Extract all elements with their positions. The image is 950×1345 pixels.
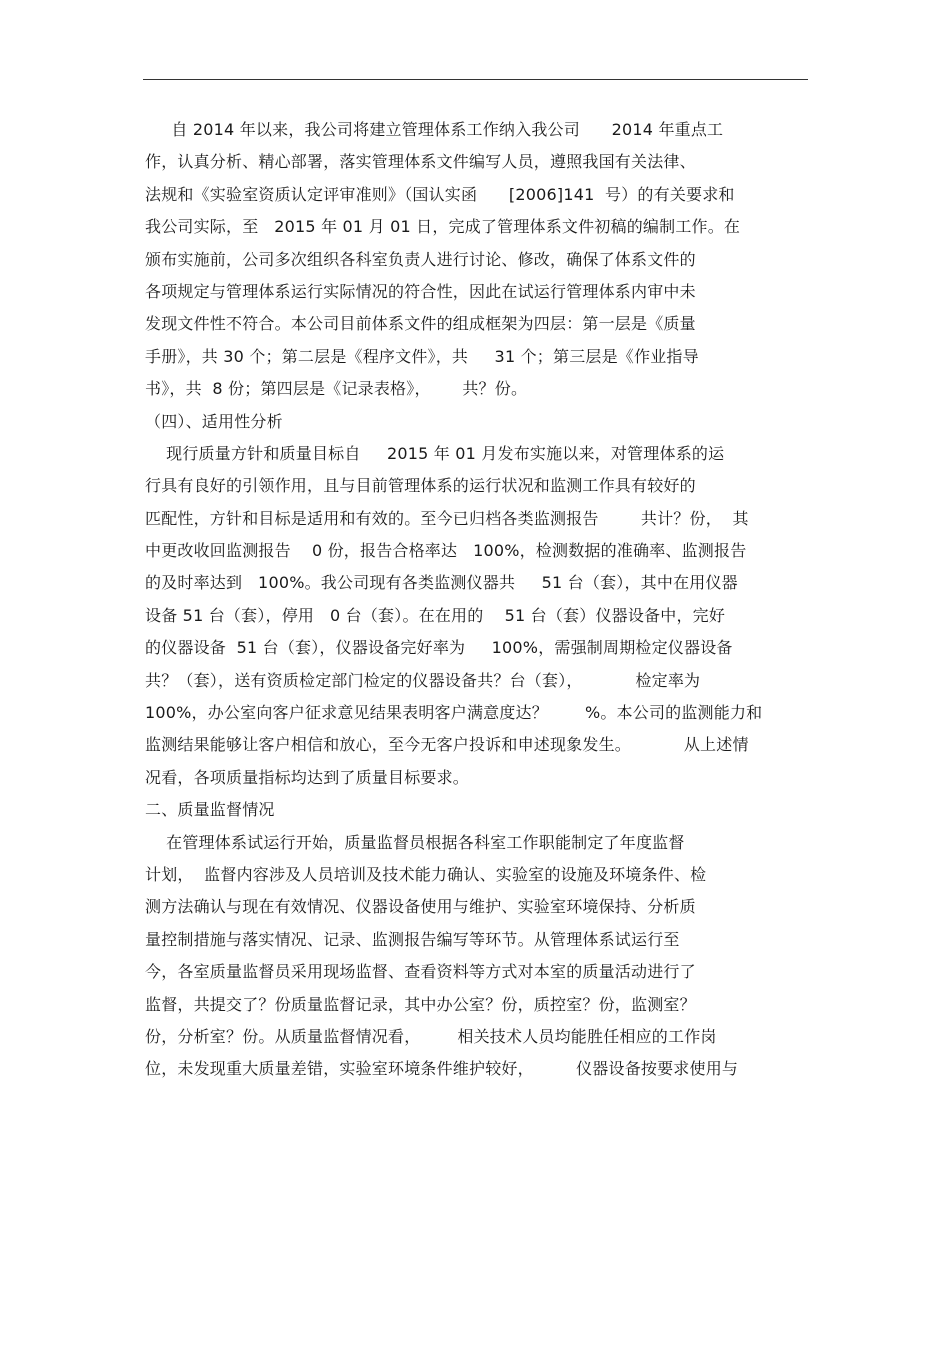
text-line: 自 2014 年以来，我公司将建立管理体系工作纳入我公司 2014 年重点工: [145, 120, 724, 139]
text-line: 份，分析室？份。从质量监督情况看， 相关技术人员均能胜任相应的工作岗: [145, 1026, 717, 1046]
text-line: 行具有良好的引领作用，且与目前管理体系的运行状况和监测工作具有较好的: [145, 476, 696, 496]
text-line: 颁布实施前，公司多次组织各科室负责人进行讨论、修改，确保了体系文件的: [145, 249, 696, 269]
text-line: 现行质量方针和质量目标自 2015 年 01 月发布实施以来，对管理体系的运: [145, 443, 725, 463]
text-line: 位，未发现重大质量差错，实验室环境条件维护较好， 仪器设备按要求使用与: [145, 1059, 739, 1079]
text-line: 的仪器设备 51 台（套），仪器设备完好率为 100%，需强制周期检定仪器设备: [145, 638, 733, 658]
header-rule: [143, 79, 808, 80]
text-line: 发现文件性不符合。本公司目前体系文件的组成框架为四层：第一层是《质量: [145, 314, 696, 334]
text-line: 各项规定与管理体系运行实际情况的符合性，因此在试运行管理体系内审中未: [145, 281, 696, 301]
text-line: 计划， 监督内容涉及人员培训及技术能力确认、实验室的设施及环境条件、检: [145, 864, 707, 884]
text-line: 书》，共 8 份；第四层是《记录表格》， 共？份。: [145, 379, 528, 399]
text-line: 量控制措施与落实情况、记录、监测报告编写等环节。从管理体系试运行至: [145, 929, 680, 949]
text-line: 况看，各项质量指标均达到了质量目标要求。: [145, 767, 470, 787]
text-line: 今，各室质量监督员采用现场监督、查看资料等方式对本室的质量活动进行了: [145, 962, 696, 982]
text-line: 在管理体系试运行开始，质量监督员根据各科室工作职能制定了年度监督: [145, 832, 685, 852]
text-line: 100%，办公室向客户征求意见结果表明客户满意度达？ %。本公司的监测能力和: [145, 703, 763, 723]
text-line: 的及时率达到 100%。我公司现有各类监测仪器共 51 台（套），其中在用仪器: [145, 573, 738, 593]
text-line: 手册》，共 30 个；第二层是《程序文件》，共 31 个；第三层是《作业指导: [145, 346, 699, 366]
section-heading: （四）、适用性分析: [145, 411, 283, 431]
text-line: 作，认真分析、精心部署，落实管理体系文件编写人员，遵照我国有关法律、: [145, 152, 696, 172]
text-line: 共？（套），送有资质检定部门检定的仪器设备共？台（套）， 检定率为: [145, 670, 701, 690]
text-line: 监督，共提交了？份质量监督记录，其中办公室？份，质控室？份，监测室？: [145, 994, 696, 1014]
text-line: 法规和《实验室资质认定评审准则》（国认实函 [2006]141 号）的有关要求和: [145, 184, 735, 204]
text-line: 匹配性，方针和目标是适用和有效的。至今已归档各类监测报告 共计？份， 其: [145, 508, 749, 528]
text-line: 设备 51 台（套），停用 0 台（套）。在在用的 51 台（套）仪器设备中，完好: [145, 605, 726, 625]
text-line: 中更改收回监测报告 0 份，报告合格率达 100%，检测数据的准确率、监测报告: [145, 541, 747, 561]
body-text: [145, 114, 815, 1086]
text-line: 我公司实际，至 2015 年 01 月 01 日，完成了管理体系文件初稿的编制工作。在: [145, 217, 741, 237]
section-heading: 二、质量监督情况: [145, 800, 275, 820]
text-line: 监测结果能够让客户相信和放心，至今无客户投诉和申述现象发生。 从上述情: [145, 735, 749, 755]
text-line: 测方法确认与现在有效情况、仪器设备使用与维护、实验室环境保持、分析质: [145, 897, 696, 917]
